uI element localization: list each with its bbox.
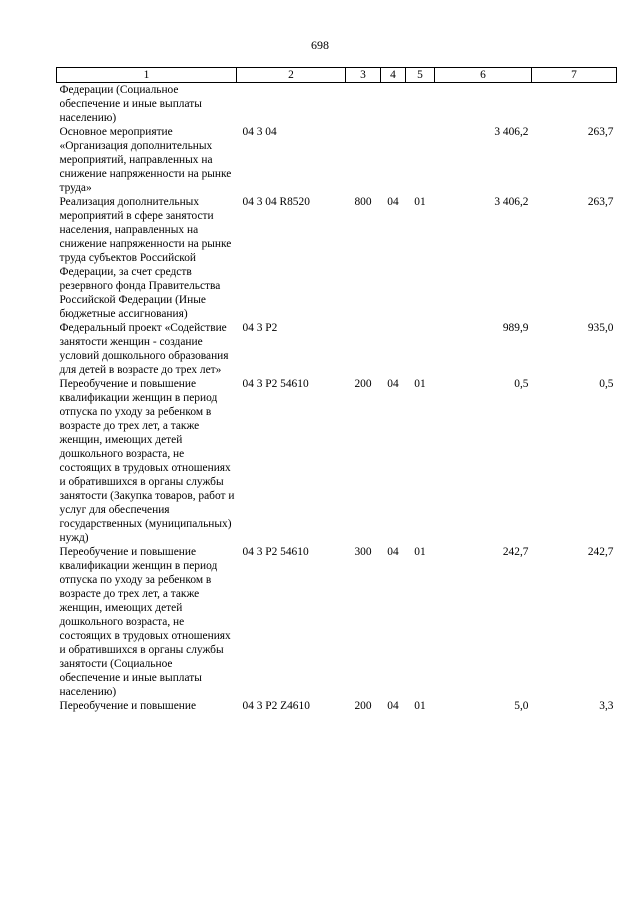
row-col-3: 200	[354, 378, 372, 390]
row-col-3	[346, 83, 381, 126]
row-value-7: 3,3	[599, 700, 614, 712]
row-col-5: 01	[414, 700, 426, 712]
header-col-6: 6	[435, 68, 532, 83]
row-col-4: 04	[387, 700, 399, 712]
row-value-6: 5,0	[514, 700, 529, 712]
row-value-6: 3 406,2	[494, 196, 529, 208]
row-name: Основное мероприятие «Организация дополнительных мероприятий, направленных на снижение напряженности на рынке труда»	[59, 126, 232, 194]
row-col-4	[381, 321, 406, 377]
row-value-7: 242,7	[587, 546, 614, 558]
row-col-5	[406, 125, 435, 195]
row-col-3: 800	[354, 196, 372, 208]
row-value-6	[435, 83, 532, 126]
table-row	[57, 195, 617, 321]
row-code: 04 3 P2 Z4610	[242, 700, 310, 712]
row-col-4: 04	[387, 196, 399, 208]
row-name: Переобучение и повышение квалификации женщин в период отпуска по уходу за ребенком в возрасте до трех лет, а также женщин, имеющих детей дошкольного возраста, не состоящих в трудовых отношениях и обратившихся в органы службы занятости (Закупка товаров, работ и услуг для обеспечения государственных (муниципальных) нужд)	[59, 378, 235, 544]
budget-table	[56, 67, 617, 713]
row-value-6: 3 406,2	[494, 126, 529, 138]
row-col-5: 01	[414, 378, 426, 390]
row-code: 04 3 P2 54610	[242, 378, 309, 390]
row-value-7: 935,0	[587, 322, 614, 334]
row-code: 04 3 04	[242, 126, 277, 138]
row-col-3: 200	[354, 700, 372, 712]
row-code	[237, 83, 346, 126]
row-code: 04 3 P2	[242, 322, 278, 334]
row-code: 04 3 P2 54610	[242, 546, 309, 558]
table-row	[57, 699, 617, 713]
table-header	[57, 68, 617, 83]
row-col-4	[381, 83, 406, 126]
row-name: Переобучение и повышение квалификации женщин в период отпуска по уходу за ребенком в возрасте до трех лет, а также женщин, имеющих детей дошкольного возраста, не состоящих в трудовых отношениях и обратившихся в органы службы занятости (Социальное обеспечение и иные выплаты населению)	[59, 546, 231, 698]
row-code: 04 3 04 R8520	[242, 196, 310, 208]
row-value-7: 263,7	[587, 196, 614, 208]
row-col-4: 04	[387, 378, 399, 390]
table-row	[57, 545, 617, 699]
row-col-5	[406, 321, 435, 377]
row-value-6: 989,9	[502, 322, 529, 334]
header-col-3: 3	[346, 68, 381, 83]
row-value-7	[532, 83, 617, 126]
row-value-7: 263,7	[587, 126, 614, 138]
row-name: Реализация дополнительных мероприятий в сфере занятости населения, направленных на снижение напряженности на рынке труда субъектов Российской Федерации, за счет средств резервного фонда Правительства Российской Федерации (Иные бюджетные ассигнования)	[59, 196, 232, 320]
row-value-7: 0,5	[599, 378, 614, 390]
table-row	[57, 321, 617, 377]
header-col-4: 4	[381, 68, 406, 83]
row-col-4: 04	[387, 546, 399, 558]
header-col-2: 2	[237, 68, 346, 83]
row-col-3	[346, 321, 381, 377]
row-col-5	[406, 83, 435, 126]
table-row	[57, 377, 617, 545]
header-col-5: 5	[406, 68, 435, 83]
row-col-3: 300	[354, 546, 372, 558]
header-col-1: 1	[57, 68, 237, 83]
row-value-6: 242,7	[502, 546, 529, 558]
row-col-4	[381, 125, 406, 195]
row-col-3	[346, 125, 381, 195]
row-value-6: 0,5	[514, 378, 529, 390]
page-number: 698	[311, 38, 329, 52]
header-col-7: 7	[532, 68, 617, 83]
row-col-5: 01	[414, 196, 426, 208]
row-name: Федеральный проект «Содействие занятости женщин - создание условий дошкольного образования для детей в возрасте до трех лет»	[59, 322, 229, 376]
table-row	[57, 125, 617, 195]
row-name: Федерации (Социальное обеспечение и иные выплаты населению)	[59, 84, 202, 124]
table-row	[57, 83, 617, 126]
row-col-5: 01	[414, 546, 426, 558]
row-name: Переобучение и повышение	[59, 700, 197, 712]
